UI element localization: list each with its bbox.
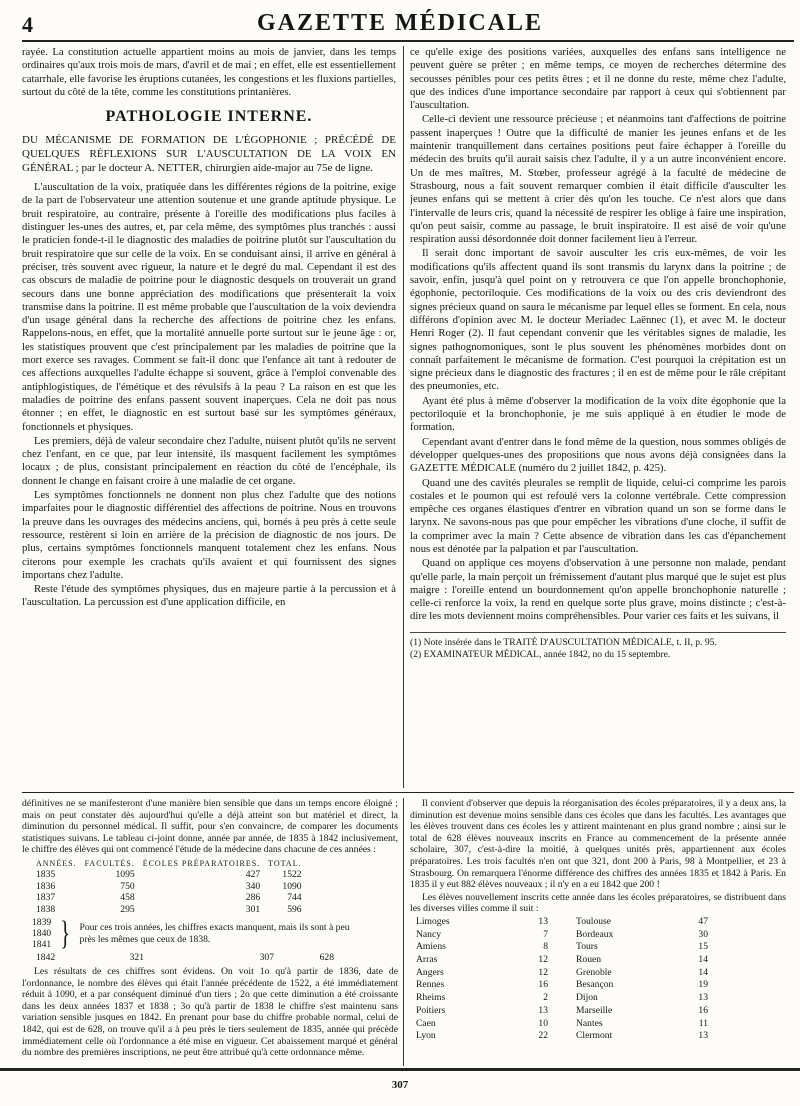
table-cell: 1522 bbox=[282, 869, 302, 881]
footnote: (1) Note insérée dans le TRAITÉ D'AUSCULTATION MÉDICALE, t. II, p. 95. bbox=[410, 636, 717, 648]
table-row bbox=[32, 904, 306, 916]
table-cell: 628 bbox=[319, 952, 334, 964]
city-name: Amiens bbox=[416, 941, 446, 953]
city-count: 16 bbox=[698, 1004, 708, 1016]
section-title: PATHOLOGIE INTERNE. bbox=[105, 108, 313, 126]
statistics-paragraph: Il convient d'observer que depuis la réorganisation des écoles préparatoires, il y a deux ans, la diminution est devenue moins sensible dans ces écoles que dans les facultés. Les avantages que les élèves trouvent dans ces écoles les y attirent maintenant en plus grand nombre ; ainsi sur le total de 628 élèves nouveaux inscrits en France au commencement de la présente année scholaire, 307, c'est-à-dire la moitié, à quelques unités près, appartiennent aux écoles préparatoires. Les trois facultés n'en ont que 321, dont 200 à Paris, 98 à Montpellier, et 23 à Strasbourg. On remarquera l'énorme différence des chiffres des années 1835 et 1842 à Paris. En 1835 il y eut 882 élèves nouveaux ; il n'y en a eu 1842 que 200 ! bbox=[410, 798, 786, 891]
list-item bbox=[416, 954, 786, 967]
city-count: 14 bbox=[698, 966, 708, 978]
table-header: TOTAL. bbox=[268, 858, 302, 868]
right-column bbox=[410, 46, 786, 790]
cities-list bbox=[416, 916, 786, 1043]
table-cell: 1842 bbox=[36, 952, 56, 964]
city-count: 11 bbox=[698, 1017, 708, 1029]
article-paragraph: Les premiers, déjà de valeur secondaire chez l'adulte, nuisent plutôt qu'ils ne servent chez l'enfant, en ce que, par leur intensité, ils masquent facilement les symptômes locaux ; de plus, consistant principalement en réaction du côté de l'encéphale, ils donnent le change en faisant croire à une maladie de cet organe. bbox=[22, 434, 396, 487]
city-count: 13 bbox=[538, 1004, 548, 1016]
footnote: (2) EXAMINATEUR MÉDICAL, année 1842, no du 15 septembre. bbox=[410, 649, 671, 661]
table-cell: 301 bbox=[245, 903, 261, 915]
table-cell: 1838 bbox=[36, 903, 56, 915]
city-name: Lyon bbox=[416, 1030, 436, 1042]
city-count: 19 bbox=[698, 979, 708, 991]
city-count: 13 bbox=[538, 915, 548, 927]
article-paragraph: Celle-ci devient une ressource précieuse ; et néanmoins tant d'affections de poitrine passent inaperçues ! Outre que la difficulté de manier les jeunes enfans et de les maintenir tranquillement dans certaines positions peut faire échapper à l'oreille du médecin des bruits qu'il aurait saisis chez l'adulte, il y a un autre inconvénient encore. Un de mes maîtres, M. Stœber, professeur agrégé à la faculté de médecine de Strasbourg, nous a fait souvent remarquer combien il était difficile d'ausculter les jeunes enfans qui se mettent à crier dès qu'on les touche. Ce n'est alors que dans l'intervalle de leurs cris, quand la nécessité de respirer les oblige à faire une inspiration, qu'on peut saisir, comme au passage, le bruit inspiratoire. Il est aisé de voir qu'une respiration aussi désordonnée doit donner facilement lieu à l'erreur. bbox=[410, 113, 786, 246]
city-name: Clermont bbox=[576, 1030, 613, 1042]
city-count: 7 bbox=[543, 928, 548, 940]
list-item bbox=[416, 979, 786, 992]
list-item bbox=[416, 1030, 786, 1043]
table-cell: 427 bbox=[245, 869, 261, 881]
city-name: Marseille bbox=[576, 1004, 613, 1016]
city-count: 12 bbox=[538, 966, 548, 978]
city-count: 30 bbox=[698, 928, 708, 940]
left-column bbox=[22, 46, 396, 790]
city-count: 12 bbox=[538, 954, 548, 966]
table-row bbox=[32, 952, 338, 964]
table-cell: 307 bbox=[259, 952, 274, 964]
article-paragraph: Reste l'étude des symptômes physiques, dus en majeure partie à la percussion et à l'auscultation. La percussion est d'une application difficile, en bbox=[22, 583, 396, 609]
table-header-row bbox=[32, 858, 306, 870]
city-name: Grenoble bbox=[576, 966, 612, 978]
list-item bbox=[416, 929, 786, 942]
table-header: ÉCOLES PRÉPARATOIRES. bbox=[142, 858, 261, 868]
missing-year: 1841 bbox=[32, 939, 52, 951]
city-count: 47 bbox=[698, 915, 708, 927]
table-cell: 458 bbox=[120, 892, 135, 904]
table-cell: 295 bbox=[120, 903, 135, 915]
missing-year: 1839 bbox=[32, 917, 52, 929]
mid-rule bbox=[22, 792, 794, 793]
missing-years bbox=[32, 917, 51, 950]
article-subtitle: DU MÉCANISME DE FORMATION DE L'ÉGOPHONIE ; PRÉCÉDÉ DE QUELQUES RÉFLEXIONS SUR L'AUSCULTATION DE LA VOIX EN GÉNÉRAL ; par le docteur A. NETTER, chirurgien aide-major au 75e de ligne. bbox=[22, 134, 396, 175]
enrollment-table-1842 bbox=[32, 952, 338, 964]
statistics-paragraph: Les résultats de ces chiffres sont évidens. On voit 1o qu'à partir de 1836, date de l'ordonnance, le nombre des élèves qui était l'année précédente de 1522, a été immédiatement réduit à 1090, et a par conséquent diminué d'un tiers ; 2o que cette diminution a été croissante dans les deux années 1837 et 1838 ; 3o qu'à partir de 1838 le chiffre s'est maintenu sans variation sensible jusques en 1842. En prenant pour base du chiffre probable normal, celui de 1842, qui est de 628, on trouve qu'il a à peu près le tiers seulement de 1835, année qui précède immédiatement celle où l'ordonnance a été mise en vigueur. Cet abaissement marqué et général du nombre des premières inscriptions, ne peut être attribué qu'à cette ordonnance même. bbox=[22, 965, 398, 1059]
city-name: Nancy bbox=[416, 928, 442, 940]
table-row bbox=[32, 869, 306, 881]
list-item bbox=[416, 916, 786, 929]
city-count: 8 bbox=[543, 941, 548, 953]
city-name: Nantes bbox=[576, 1017, 603, 1029]
table-row bbox=[32, 881, 306, 893]
table-header: FACULTÉS. bbox=[84, 858, 135, 868]
footer-total: 307 bbox=[391, 1079, 409, 1091]
article-paragraph: Quand une des cavités pleurales se remplit de liquide, celui-ci comprime les parois costales et le poumon qui est refoulé vers la colonne vertébrale. Cette compression empêche ces organes élastiques d'entrer en vibration quand un son se forme dans le larynx. Ne savons-nous pas que pour empêcher les vibrations d'une cloche, il suffit de la comprimer avec la main ? Cette absence de vibration dans les cas d'épanchement nous est dénotée par la palpation et par l'auscultation. bbox=[410, 476, 786, 555]
city-name: Limoges bbox=[416, 915, 450, 927]
brace-glyph: } bbox=[60, 914, 71, 952]
table-row bbox=[32, 892, 306, 904]
city-count: 15 bbox=[698, 941, 708, 953]
city-name: Caen bbox=[416, 1017, 436, 1029]
table-cell: 596 bbox=[287, 903, 302, 915]
enrollment-table bbox=[32, 858, 306, 916]
city-name: Rouen bbox=[576, 954, 602, 966]
table-cell: 744 bbox=[287, 892, 302, 904]
city-name: Dijon bbox=[576, 992, 598, 1004]
missing-years-note bbox=[32, 914, 398, 952]
article-paragraph: Quand on applique ces moyens d'observation à une personne non malade, pendant qu'elle parle, la main perçoit un frémissement d'autant plus marqué que le sujet est plus maigre : l'oreille entend un bourdonnement qu'on appelle bronchophonie naturelle ; celle-ci renforce la voix, la rend en quelque sorte plus grave, moins distincte ; c'est-à-dire les mots deviennent moins compréhensibles. Pour varier ces faits et les suivans, il bbox=[410, 557, 786, 623]
city-name: Toulouse bbox=[576, 915, 612, 927]
article-paragraph: Cependant avant d'entrer dans le fond même de la question, nous sommes obligés de développer quelques-unes des propositions que nous avons déjà consignées dans la GAZETTE MÉDICALE (numéro du 2 juillet 1842, p. 425). bbox=[410, 435, 786, 475]
header-rule bbox=[22, 40, 794, 42]
city-count: 14 bbox=[698, 954, 708, 966]
footnotes bbox=[410, 632, 786, 661]
page-number: 4 bbox=[22, 12, 33, 37]
list-item bbox=[416, 1005, 786, 1018]
list-item bbox=[416, 941, 786, 954]
list-item bbox=[416, 967, 786, 980]
article-paragraph: ce qu'elle exige des positions variées, auxquelles des enfans sans intelligence ne peuvent guère se prêter ; en même temps, ce moyen de recherches détermine des secousses pénibles pour ces petits êtres ; et il ne donne du reste, même chez l'adulte, que des indices d'une importance secondaire par rapport à ceux qui s'obtiennent par l'auscultation. bbox=[410, 46, 786, 112]
table-cell: 750 bbox=[120, 880, 135, 892]
city-count: 2 bbox=[543, 992, 548, 1004]
table-cell: 1835 bbox=[36, 869, 56, 881]
city-name: Rheims bbox=[416, 992, 446, 1004]
footer-rule bbox=[0, 1068, 800, 1071]
article-paragraph: Ayant été plus à même d'observer la modification de la voix dite égophonie que la pectoriloquie et la bronchophonie, je me suis appliqué à en étudier le mode de formation. bbox=[410, 394, 786, 434]
statistics-paragraph: Les élèves nouvellement inscrits cette année dans les écoles préparatoires, se distribuent dans les diverses villes comme il suit : bbox=[410, 891, 786, 915]
bottom-left-column bbox=[22, 798, 398, 1066]
bottom-right-column bbox=[410, 798, 786, 1066]
table-cell: 1090 bbox=[282, 880, 302, 892]
table-header: ANNÉES. bbox=[36, 858, 77, 868]
city-name: Tours bbox=[576, 941, 598, 953]
city-name: Arras bbox=[416, 954, 438, 966]
statistics-paragraph: définitives ne se manifesteront d'une manière bien sensible que dans un temps encore éloigné ; mais on peut constater dès aujourd'hui qu'elle a déjà atteint son but matériel et direct, la diminution du personnel médical. Il suffit, pour s'en convaincre, de comparer les documents statistiques suivans. Le tableau ci-joint donne, année par année, de 1835 à 1842 inclusivement, le chiffre des élèves qui ont commencé l'étude de la médecine dans chacune de ces années : bbox=[22, 798, 398, 856]
city-name: Poitiers bbox=[416, 1004, 446, 1016]
table-cell: 340 bbox=[245, 880, 261, 892]
article-paragraph: Il serait donc important de savoir ausculter les cris eux-mêmes, de voir les modifications qu'ils affectent quand ils sont transmis du larynx dans la poitrine ; de savoir, enfin, jusqu'à quel point on y retrouvera ce que l'on appelle bronchophonie, égophonie, pectoriloquie. Ces modifications de la voix ou des cris deviendront des signes précieux quand on saura le mécanisme par lequel elles se forment. En cela, nous différons d'opinion avec M. le docteur Meriadec Laënnec (1), et avec M. le docteur Henri Roger (2). Il faut cependant convenir que les véritables signes de maladie, les signes pathognomoniques, sont le plus souvent les phénomènes morbides dont on connaît parfaitement le mécanisme de formation. C'est pourquoi la crépitation est un signe précieux dans le diagnostic des fractures ; il en est de même pour le râle crépitant des pneumonies, etc. bbox=[410, 247, 786, 393]
table-cell: 286 bbox=[245, 892, 261, 904]
city-count: 10 bbox=[538, 1017, 548, 1029]
missing-years-text: Pour ces trois années, les chiffres exacts manquent, mais ils sont à peu près les mêmes que ceux de 1838. bbox=[79, 922, 350, 945]
masthead: GAZETTE MÉDICALE bbox=[256, 10, 544, 36]
table-cell: 1836 bbox=[36, 880, 56, 892]
intro-paragraph: rayée. La constitution actuelle appartient moins au mois de janvier, dans les temps ordinaires qu'aux trois mois de mars, d'avril et de mai ; en effet, elle est essentiellement catarrhale, elle favorise les éruptions cutanées, les congestions et les fluxions partielles, surtout du côté de la tête, comme les constitutions printanières. bbox=[22, 46, 396, 98]
list-item bbox=[416, 992, 786, 1005]
city-count: 13 bbox=[698, 1030, 708, 1042]
column-divider-bottom bbox=[403, 798, 404, 1066]
city-count: 22 bbox=[538, 1030, 548, 1042]
missing-year: 1840 bbox=[32, 928, 52, 940]
table-cell: 1837 bbox=[36, 892, 56, 904]
article-paragraph: L'auscultation de la voix, pratiquée dans les différentes régions de la poitrine, exige de la part de l'observateur une attention soutenue et une grande aptitude physique. Le bruit respiratoire, au contraire, présente à l'oreille des modifications plus faciles à distinguer les-unes des autres, et, par cela même, des symptômes plus tranchés : aussi le praticien fonde-t-il le diagnostic des maladies de poitrine plutôt sur l'auscultation du bruit respiratoire que sur celle de la voix. En se conduisant ainsi, il arrive en général à préciser, très souvent avec rigueur, la nature et le degré du mal. Cependant il est des cas obscurs de maladie de poitrine pour le diagnostic desquels on trouverait un grand secours dans une bonne appréciation des modifications que présenterait la voix transmise dans la poitrine. Il est même probable que l'auscultation de la voix deviendra d'un usage général dans la recherche des affections de poitrine chez les enfans. Rappelons-nous, en effet, que la mortalité annuelle porte surtout sur le jeune âge : or, les statistiques prouvent que c'est principalement par les maladies de poitrine que la mort exerce ses ravages. Comment se fait-il donc que l'enfance ait tant à redouter de ces affections auxquelles l'adulte échappe si souvent, grâce à l'emploi convenable des antiphlogistiques, de l'émétique et des révulsifs à la peau ? La raison en est que les maladies de poitrine des enfans passent souvent inaperçues. Cela ne doit pas nous étonner ; en effet, le diagnostic en est surtout basé sur les symptômes généraux, fonctionnels et physiques. bbox=[22, 181, 396, 433]
city-name: Besançon bbox=[576, 979, 614, 991]
column-divider-top bbox=[403, 46, 404, 788]
city-count: 13 bbox=[698, 992, 708, 1004]
article-paragraph: Les symptômes fonctionnels ne donnent non plus chez l'adulte que des notions imparfaites pour le diagnostic différentiel des affections de poitrine. Nous en trouvons la preuve dans les ouvrages des médecins anciens, qui, bornés à peu près à cette seule ressource, restèrent si loin en arrière de la précision de diagnostic de nos jours. De plus, certains symptômes fonctionnels manquent totalement chez les enfans. Nous citerons pour exemple les crachats qu'ils avaient et qui fournissent des signes importans chez l'adulte. bbox=[22, 489, 396, 581]
city-count: 16 bbox=[538, 979, 548, 991]
list-item bbox=[416, 1018, 786, 1031]
table-cell: 1095 bbox=[115, 869, 135, 881]
table-cell: 321 bbox=[129, 952, 144, 964]
city-name: Bordeaux bbox=[576, 928, 614, 940]
city-name: Rennes bbox=[416, 979, 445, 991]
city-name: Angers bbox=[416, 966, 444, 978]
